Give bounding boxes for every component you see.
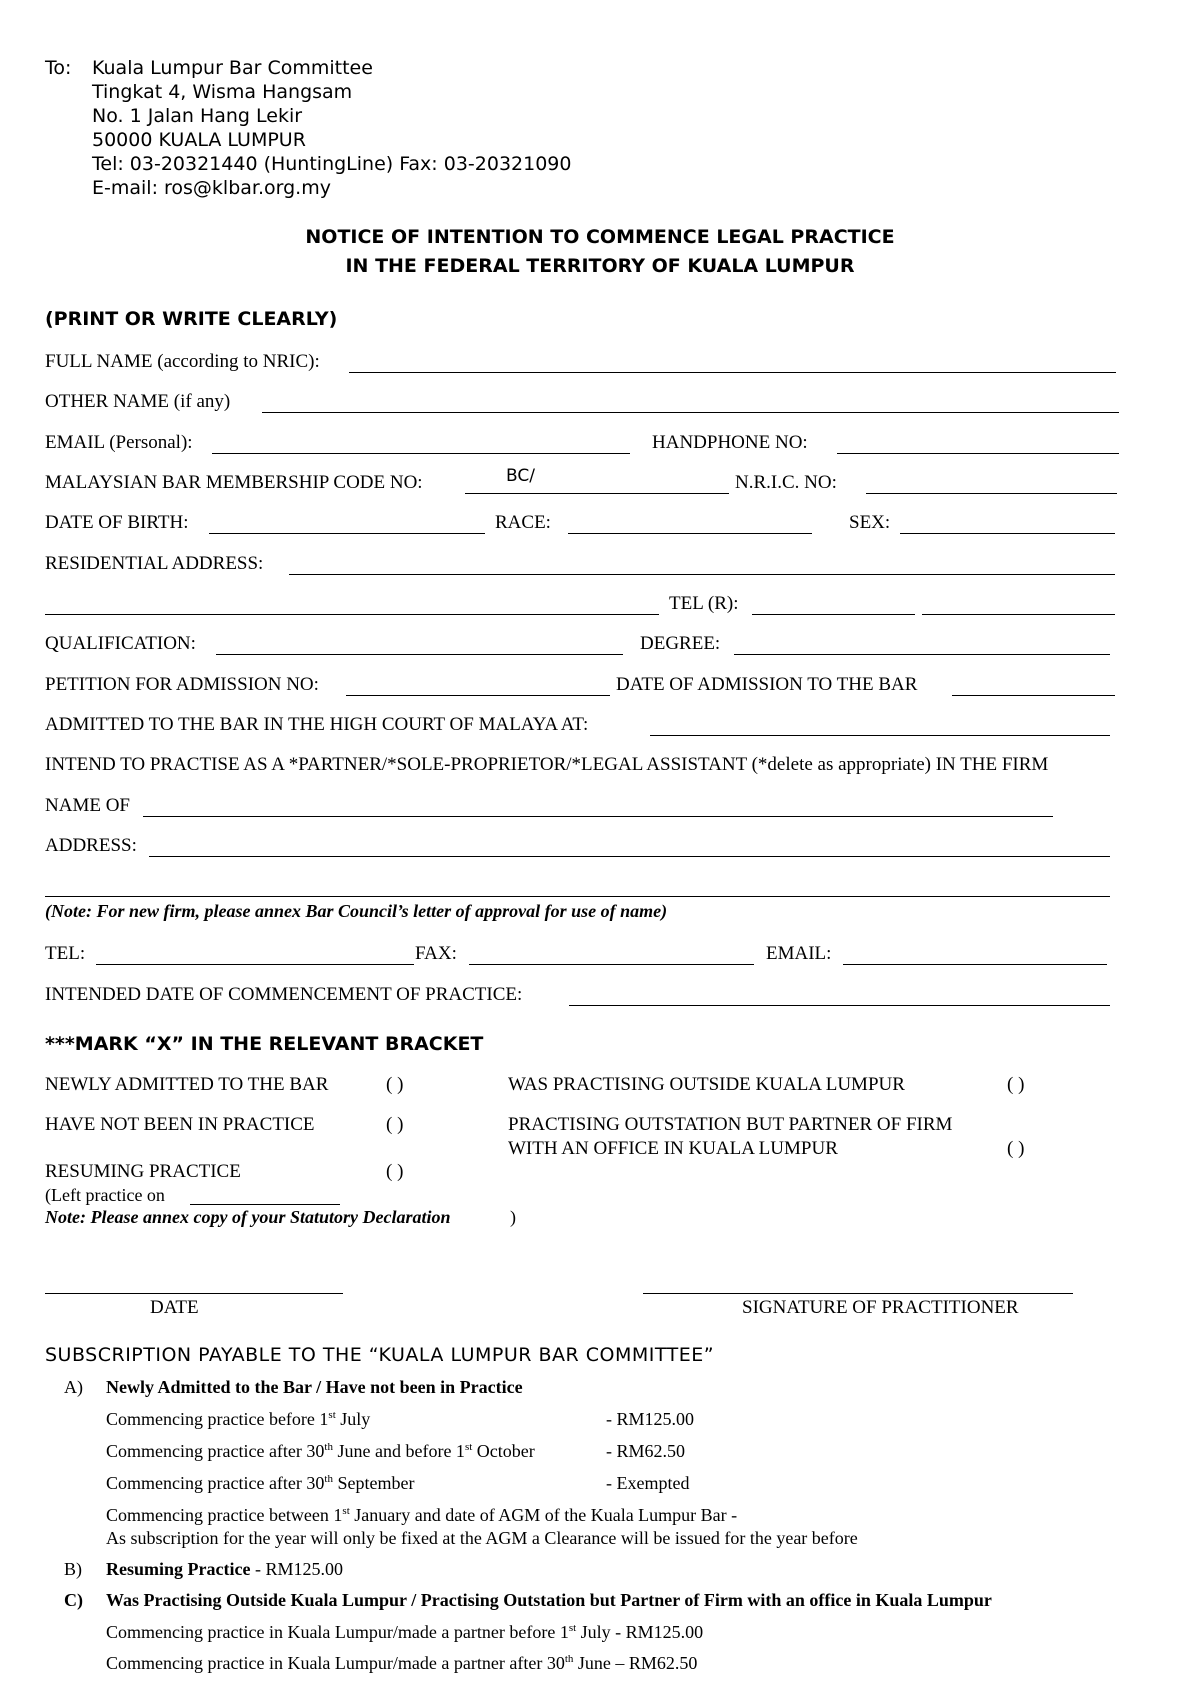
full-name-field[interactable] bbox=[349, 372, 1116, 373]
nric-label: N.R.I.C. NO: bbox=[735, 472, 837, 493]
sex-label: SEX: bbox=[849, 512, 891, 533]
section-a-item-4: Commencing practice between 1st January and date of AGM of the Kuala Lumpur Bar - bbox=[106, 1505, 738, 1525]
section-a-item-3-amount: - Exempted bbox=[606, 1473, 690, 1493]
have-not-been-label: HAVE NOT BEEN IN PRACTICE bbox=[45, 1114, 315, 1135]
tel-r-label: TEL (R): bbox=[669, 593, 739, 614]
degree-field[interactable] bbox=[734, 654, 1110, 655]
practising-outstation-label-2: WITH AN OFFICE IN KUALA LUMPUR bbox=[508, 1138, 838, 1159]
race-label: RACE: bbox=[495, 512, 551, 533]
firm-fax-label: FAX: bbox=[415, 943, 457, 964]
section-c-label: C) bbox=[64, 1590, 83, 1610]
form-title-line-2: IN THE FEDERAL TERRITORY OF KUALA LUMPUR bbox=[345, 255, 855, 277]
subscription-heading: SUBSCRIPTION PAYABLE TO THE “KUALA LUMPUR BAR COMMITTEE” bbox=[45, 1344, 715, 1366]
section-a-item-1: Commencing practice before 1st July bbox=[106, 1409, 371, 1429]
section-a-label: A) bbox=[64, 1377, 83, 1397]
sex-field[interactable] bbox=[900, 533, 1115, 534]
practitioner-signature-line[interactable] bbox=[643, 1293, 1073, 1294]
nric-field[interactable] bbox=[866, 493, 1117, 494]
firm-name-field[interactable] bbox=[143, 816, 1053, 817]
qualification-field[interactable] bbox=[216, 654, 623, 655]
section-b-title: Resuming Practice - RM125.00 bbox=[106, 1559, 343, 1579]
email-personal-field[interactable] bbox=[212, 453, 630, 454]
degree-label: DEGREE: bbox=[640, 633, 721, 654]
left-practice-on-field[interactable] bbox=[190, 1204, 340, 1205]
firm-address-field[interactable] bbox=[149, 856, 1110, 857]
address-line-3: No. 1 Jalan Hang Lekir bbox=[92, 105, 303, 127]
firm-email-label: EMAIL: bbox=[766, 943, 832, 964]
section-a-item-4-line-2: As subscription for the year will only be fixed at the AGM a Clearance will be issued for the year before bbox=[106, 1528, 858, 1548]
practitioner-signature-label: SIGNATURE OF PRACTITIONER bbox=[742, 1297, 1019, 1318]
admitted-at-field[interactable] bbox=[650, 735, 1110, 736]
tel-r-field-2[interactable] bbox=[922, 614, 1115, 615]
section-a-item-2-amount: - RM62.50 bbox=[606, 1441, 686, 1461]
to-label: To: bbox=[45, 57, 72, 79]
intended-date-label: INTENDED DATE OF COMMENCEMENT OF PRACTICE: bbox=[45, 984, 523, 1005]
firm-name-label: NAME OF bbox=[45, 795, 130, 816]
petition-no-field[interactable] bbox=[346, 695, 610, 696]
firm-address-field-2[interactable] bbox=[45, 896, 1110, 897]
race-field[interactable] bbox=[568, 533, 812, 534]
section-c-item-1: Commencing practice in Kuala Lumpur/made a partner before 1st July - RM125.00 bbox=[106, 1622, 704, 1642]
handphone-field[interactable] bbox=[837, 453, 1119, 454]
bar-membership-code-field[interactable] bbox=[465, 493, 729, 494]
form-title-line-1: NOTICE OF INTENTION TO COMMENCE LEGAL PRACTICE bbox=[305, 226, 895, 248]
address-line-email: E-mail: ros@klbar.org.my bbox=[92, 177, 331, 199]
intend-to-practise-text: INTEND TO PRACTISE AS A *PARTNER/*SOLE-PROPRIETOR/*LEGAL ASSISTANT (*delete as appropriate) IN THE FIRM bbox=[45, 754, 1049, 775]
mark-x-heading: ***MARK “X” IN THE RELEVANT BRACKET bbox=[45, 1033, 484, 1055]
address-line-4: 50000 KUALA LUMPUR bbox=[92, 129, 306, 151]
firm-tel-field[interactable] bbox=[96, 964, 414, 965]
was-practising-outside-label: WAS PRACTISING OUTSIDE KUALA LUMPUR bbox=[508, 1074, 905, 1095]
full-name-label: FULL NAME (according to NRIC): bbox=[45, 351, 320, 372]
qualification-label: QUALIFICATION: bbox=[45, 633, 196, 654]
date-signature-label: DATE bbox=[150, 1297, 199, 1318]
section-a-item-3: Commencing practice after 30th September bbox=[106, 1473, 415, 1493]
firm-tel-label: TEL: bbox=[45, 943, 86, 964]
other-name-label: OTHER NAME (if any) bbox=[45, 391, 231, 412]
resuming-practice-label: RESUMING PRACTICE bbox=[45, 1161, 241, 1182]
section-c-item-2: Commencing practice in Kuala Lumpur/made a partner after 30th June – RM62.50 bbox=[106, 1653, 698, 1673]
date-of-admission-field[interactable] bbox=[952, 695, 1115, 696]
bar-membership-code-label: MALAYSIAN BAR MEMBERSHIP CODE NO: bbox=[45, 472, 423, 493]
print-clearly-instruction: (PRINT OR WRITE CLEARLY) bbox=[45, 308, 338, 330]
tel-r-field[interactable] bbox=[752, 614, 915, 615]
address-line-1: Kuala Lumpur Bar Committee bbox=[92, 57, 373, 79]
practising-outstation-label-1: PRACTISING OUTSTATION BUT PARTNER OF FIRM bbox=[508, 1114, 953, 1135]
address-line-tel: Tel: 03-20321440 (HuntingLine) Fax: 03-20321090 bbox=[92, 153, 572, 175]
practising-outstation-checkbox[interactable]: ( ) bbox=[1007, 1138, 1025, 1159]
section-a-item-1-amount: - RM125.00 bbox=[606, 1409, 695, 1429]
petition-no-label: PETITION FOR ADMISSION NO: bbox=[45, 674, 319, 695]
new-firm-note: (Note: For new firm, please annex Bar Council’s letter of approval for use of name) bbox=[45, 901, 668, 921]
was-practising-outside-checkbox[interactable]: ( ) bbox=[1007, 1074, 1025, 1095]
admitted-at-label: ADMITTED TO THE BAR IN THE HIGH COURT OF MALAYA AT: bbox=[45, 714, 589, 735]
left-practice-on-label: (Left practice on bbox=[45, 1185, 165, 1205]
section-a-title: Newly Admitted to the Bar / Have not been in Practice bbox=[106, 1377, 523, 1397]
firm-fax-field[interactable] bbox=[469, 964, 754, 965]
handphone-label: HANDPHONE NO: bbox=[652, 432, 808, 453]
date-of-birth-field[interactable] bbox=[209, 533, 485, 534]
resuming-practice-checkbox[interactable]: ( ) bbox=[386, 1161, 404, 1182]
intended-date-field[interactable] bbox=[569, 1005, 1110, 1006]
section-a-item-2: Commencing practice after 30th June and before 1st October bbox=[106, 1441, 535, 1461]
residential-address-field[interactable] bbox=[289, 574, 1115, 575]
firm-address-label: ADDRESS: bbox=[45, 835, 137, 856]
section-b-label: B) bbox=[64, 1559, 82, 1579]
email-personal-label: EMAIL (Personal): bbox=[45, 432, 193, 453]
have-not-been-checkbox[interactable]: ( ) bbox=[386, 1114, 404, 1135]
date-of-admission-label: DATE OF ADMISSION TO THE BAR bbox=[616, 674, 918, 695]
date-of-birth-label: DATE OF BIRTH: bbox=[45, 512, 189, 533]
date-signature-line[interactable] bbox=[45, 1293, 343, 1294]
section-c-title: Was Practising Outside Kuala Lumpur / Practising Outstation but Partner of Firm with an office in Kuala Lumpur bbox=[106, 1590, 992, 1610]
firm-email-field[interactable] bbox=[843, 964, 1107, 965]
address-line-2: Tingkat 4, Wisma Hangsam bbox=[92, 81, 353, 103]
other-name-field[interactable] bbox=[262, 412, 1119, 413]
statutory-note-close-paren: ) bbox=[510, 1207, 516, 1227]
newly-admitted-checkbox[interactable]: ( ) bbox=[386, 1074, 404, 1095]
statutory-declaration-note: Note: Please annex copy of your Statutory Declaration bbox=[45, 1207, 451, 1227]
newly-admitted-label: NEWLY ADMITTED TO THE BAR bbox=[45, 1074, 329, 1095]
residential-address-label: RESIDENTIAL ADDRESS: bbox=[45, 553, 264, 574]
bar-code-prefix: BC/ bbox=[506, 466, 535, 486]
residential-address-field-2[interactable] bbox=[45, 614, 659, 615]
